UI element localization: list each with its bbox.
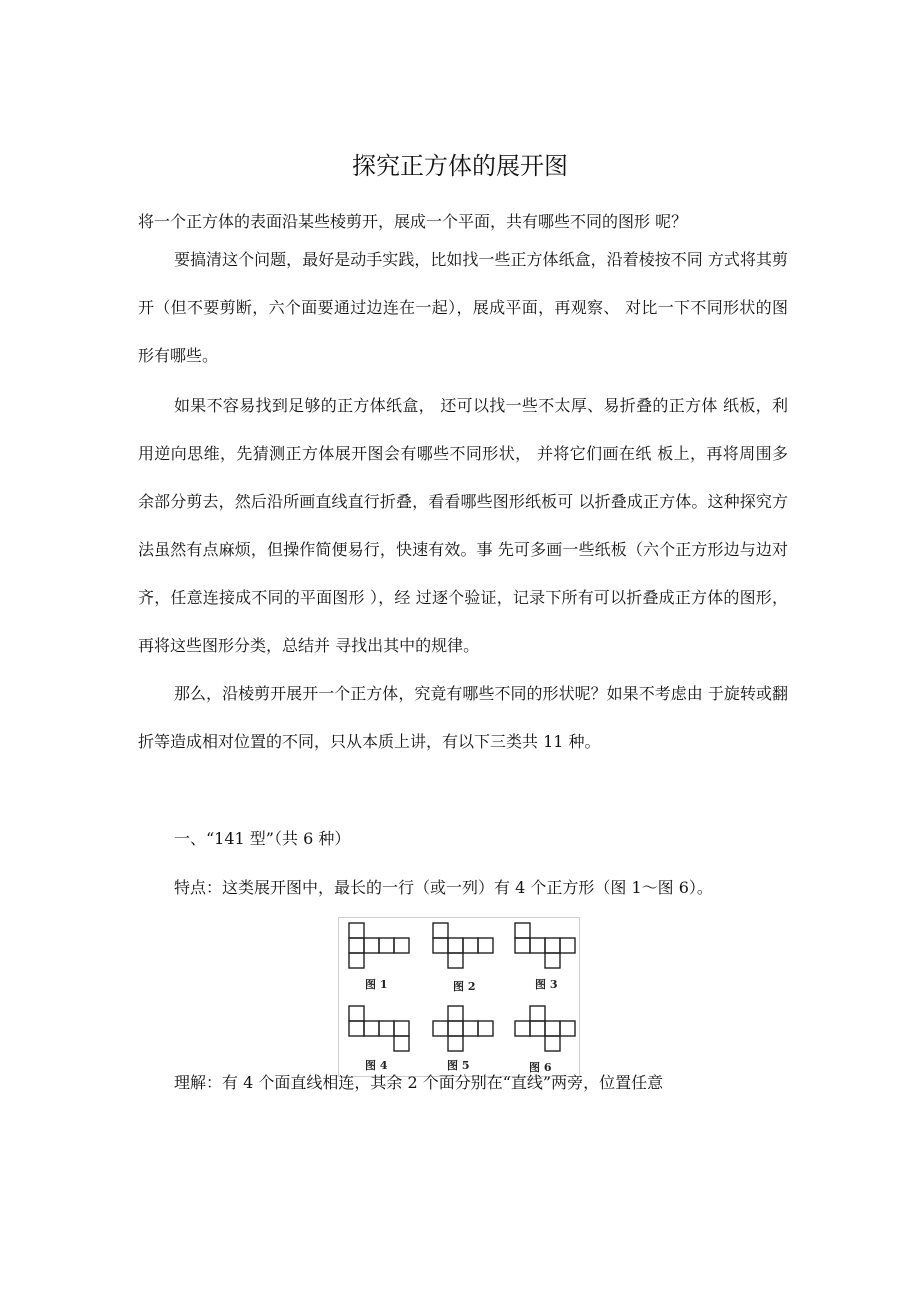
figure-caption-5: 图 5 [447,1059,470,1072]
paragraph-summary: 那么，沿棱剪开展开一个正方体，究竟有哪些不同的形状呢？如果不考虑由 于旋转或翻折等造成相对位置的不同，只从本质上讲，有以下三类共 11 种。 [138,684,788,751]
section-heading: 一、“141 型”（共 6 种） [174,829,351,848]
net-3 [515,923,575,968]
paragraph-practice: 要搞清这个问题，最好是动手实践，比如找一些正方体纸盒，沿着棱按不同 方式将其剪开（但不要剪断，六个面要通过边连在一起），展成平面，再观察、 对比一下不同形状的图形有哪些。 [138,250,788,365]
net-diagrams [339,918,579,1076]
figure-caption-6: 图 6 [529,1061,552,1074]
net-4 [349,1006,409,1051]
net-2 [433,923,493,968]
net-figure-group [338,917,580,1077]
paragraph-method: 如果不容易找到足够的正方体纸盒， 还可以找一些不太厚、易折叠的正方体 纸板，利用逆向思维，先猜测正方体展开图会有哪些不同形状， 并将它们画在纸 板上，再将周围多余部分剪去，然后沿所画直线直行折叠，看看哪些图形纸板可 以折叠成正方体。这种探究方法虽然有点麻烦，但操作简便易行，快速有效。事 先可多画一些纸板（六个正方形边与边对齐，任意连接成不同的平面图形 ），经 过逐个验证，记录下所有可以折叠成正方体的图形， 再将这些图形分类，总结并 寻找出其中的规律。 [138,396,788,655]
paragraph-intro: 将一个正方体的表面沿某些棱剪开，展成一个平面，共有哪些不同的图形 呢？ [138,212,688,231]
understanding-text: 理解：有 4 个面直线相连，其余 2 个面分别在“直线”两旁，位置任意 [174,1073,664,1092]
figure-caption-1: 图 1 [365,978,388,991]
figure-caption-2: 图 2 [453,980,476,993]
feature-text: 特点：这类展开图中，最长的一行（或一列）有 4 个正方形（图 1～图 6）。 [174,878,713,897]
figure-caption-4: 图 4 [365,1059,388,1072]
net-5 [433,1006,493,1051]
page-title: 探究正方体的展开图 [352,152,568,180]
net-6 [515,1006,575,1051]
net-1 [349,923,409,968]
figure-caption-3: 图 3 [535,978,558,991]
